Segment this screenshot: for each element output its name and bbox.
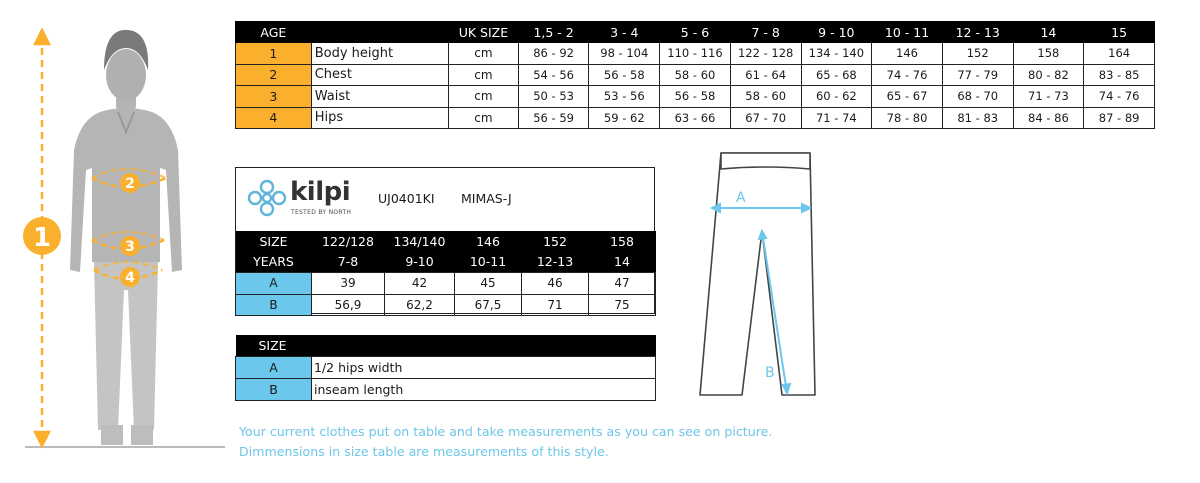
table-cell: 39 — [312, 273, 385, 295]
table-cell: 71 - 74 — [801, 107, 872, 129]
legend-desc: 1/2 hips width — [312, 357, 656, 379]
table-cell: 74 - 76 — [1084, 86, 1155, 108]
table-cell: 77 - 79 — [942, 64, 1013, 86]
row-label: Body height — [311, 43, 448, 65]
age-header-cell: 5 - 6 — [660, 22, 731, 43]
table-cell: 84 - 86 — [1013, 107, 1084, 129]
row-label: Waist — [311, 86, 448, 108]
height-marker-label: 1 — [32, 223, 52, 253]
age-header-cell: 12 - 13 — [942, 22, 1013, 43]
age-header: AGE — [236, 22, 312, 43]
style-code: UJ0401KI — [378, 191, 435, 206]
row-key: B — [236, 294, 312, 316]
row-number: 2 — [236, 64, 312, 86]
row-unit: cm — [449, 43, 519, 65]
legend-size-label: SIZE — [236, 335, 312, 357]
table-cell: 81 - 83 — [942, 107, 1013, 129]
years-cell: 14 — [589, 252, 656, 273]
pants-label-a: A — [736, 190, 746, 206]
years-cell: 12-13 — [522, 252, 589, 273]
legend-key: B — [236, 379, 312, 401]
table-cell: 98 - 104 — [589, 43, 660, 65]
table-cell: 45 — [455, 273, 522, 295]
table-row — [236, 86, 1155, 108]
years-cell: 7-8 — [312, 252, 385, 273]
age-header-cell: 1,5 - 2 — [518, 22, 589, 43]
table-cell: 122 - 128 — [730, 43, 801, 65]
table-cell: 158 — [1013, 43, 1084, 65]
table-cell: 54 - 56 — [518, 64, 589, 86]
age-header-cell: 14 — [1013, 22, 1084, 43]
table-cell: 164 — [1084, 43, 1155, 65]
pants-outline — [700, 153, 815, 395]
legend-key: A — [236, 357, 312, 379]
size-chart-table — [235, 21, 1155, 129]
table-cell: 62,2 — [385, 294, 455, 316]
row-number: 1 — [236, 43, 312, 65]
size-label: SIZE — [236, 231, 312, 252]
table-cell: 46 — [522, 273, 589, 295]
style-name: MIMAS-J — [461, 191, 512, 206]
uk-size-header: UK SIZE — [449, 22, 519, 43]
pants-diagram — [690, 145, 835, 405]
table-cell: 65 - 68 — [801, 64, 872, 86]
table-cell: 61 - 64 — [730, 64, 801, 86]
years-cell: 9-10 — [385, 252, 455, 273]
table-cell: 59 - 62 — [589, 107, 660, 129]
hips-marker-label: 4 — [125, 270, 135, 286]
waistband — [721, 153, 810, 169]
body-figure — [0, 0, 235, 483]
table-cell: 110 - 116 — [660, 43, 731, 65]
years-header-row — [236, 252, 656, 273]
age-header-cell: 7 - 8 — [730, 22, 801, 43]
age-header-cell: 3 - 4 — [589, 22, 660, 43]
years-cell: 10-11 — [455, 252, 522, 273]
table-cell: 63 - 66 — [660, 107, 731, 129]
row-label: Chest — [311, 64, 448, 86]
row-unit: cm — [449, 64, 519, 86]
table-cell: 65 - 67 — [872, 86, 943, 108]
table-cell: 78 - 80 — [872, 107, 943, 129]
table-cell: 75 — [589, 294, 656, 316]
kilpi-logo-icon — [245, 178, 289, 218]
table-cell: 146 — [872, 43, 943, 65]
size-cell: 158 — [589, 231, 656, 252]
table-cell: 86 - 92 — [518, 43, 589, 65]
table-cell: 56,9 — [312, 294, 385, 316]
row-unit: cm — [449, 107, 519, 129]
table-row — [236, 43, 1155, 65]
table-cell: 53 - 56 — [589, 86, 660, 108]
row-unit: cm — [449, 86, 519, 108]
table-cell: 67,5 — [455, 294, 522, 316]
table-cell: 68 - 70 — [942, 86, 1013, 108]
table-cell: 60 - 62 — [801, 86, 872, 108]
table-cell: 50 - 53 — [518, 86, 589, 108]
size-cell: 134/140 — [385, 231, 455, 252]
table-cell: 58 - 60 — [660, 64, 731, 86]
row-label: Hips — [311, 107, 448, 129]
table-cell: 56 - 58 — [589, 64, 660, 86]
measurement-legend-table — [235, 335, 656, 401]
size-cell: 152 — [522, 231, 589, 252]
table-cell: 58 - 60 — [730, 86, 801, 108]
legend-row — [236, 379, 656, 401]
table-cell: 67 - 70 — [730, 107, 801, 129]
table-cell: 71 - 73 — [1013, 86, 1084, 108]
table-cell: 42 — [385, 273, 455, 295]
age-header-cell: 9 - 10 — [801, 22, 872, 43]
table-cell: 74 - 76 — [872, 64, 943, 86]
table-cell: 47 — [589, 273, 656, 295]
table-row — [236, 273, 656, 295]
brand-tagline: TESTED BY NORTH — [291, 209, 352, 216]
style-size-table — [235, 231, 656, 316]
size-header-row — [236, 231, 656, 252]
age-header-cell: 10 - 11 — [872, 22, 943, 43]
table-row — [236, 64, 1155, 86]
table-cell: 80 - 82 — [1013, 64, 1084, 86]
size-cell: 122/128 — [312, 231, 385, 252]
legend-row — [236, 357, 656, 379]
table-header-row — [236, 22, 1155, 43]
brand-name: kilpi — [290, 177, 351, 207]
legend-header-row — [236, 335, 656, 357]
legend-desc: inseam length — [312, 379, 656, 401]
pants-label-b: B — [765, 365, 775, 381]
table-cell: 56 - 59 — [518, 107, 589, 129]
dimension-note: Dimmensions in size table are measurements of this style. — [239, 444, 609, 459]
row-number: 3 — [236, 86, 312, 108]
row-number: 4 — [236, 107, 312, 129]
table-row — [236, 107, 1155, 129]
age-header-cell: 15 — [1084, 22, 1155, 43]
row-key: A — [236, 273, 312, 295]
table-cell: 152 — [942, 43, 1013, 65]
table-cell: 83 - 85 — [1084, 64, 1155, 86]
waist-marker-label: 3 — [125, 239, 135, 255]
chest-marker-label: 2 — [125, 176, 135, 192]
table-cell: 71 — [522, 294, 589, 316]
table-row — [236, 294, 656, 316]
table-cell: 87 - 89 — [1084, 107, 1155, 129]
table-cell: 134 - 140 — [801, 43, 872, 65]
table-cell: 56 - 58 — [660, 86, 731, 108]
instruction-note: Your current clothes put on table and take measurements as you can see on picture. — [239, 424, 773, 439]
size-cell: 146 — [455, 231, 522, 252]
years-label: YEARS — [236, 252, 312, 273]
